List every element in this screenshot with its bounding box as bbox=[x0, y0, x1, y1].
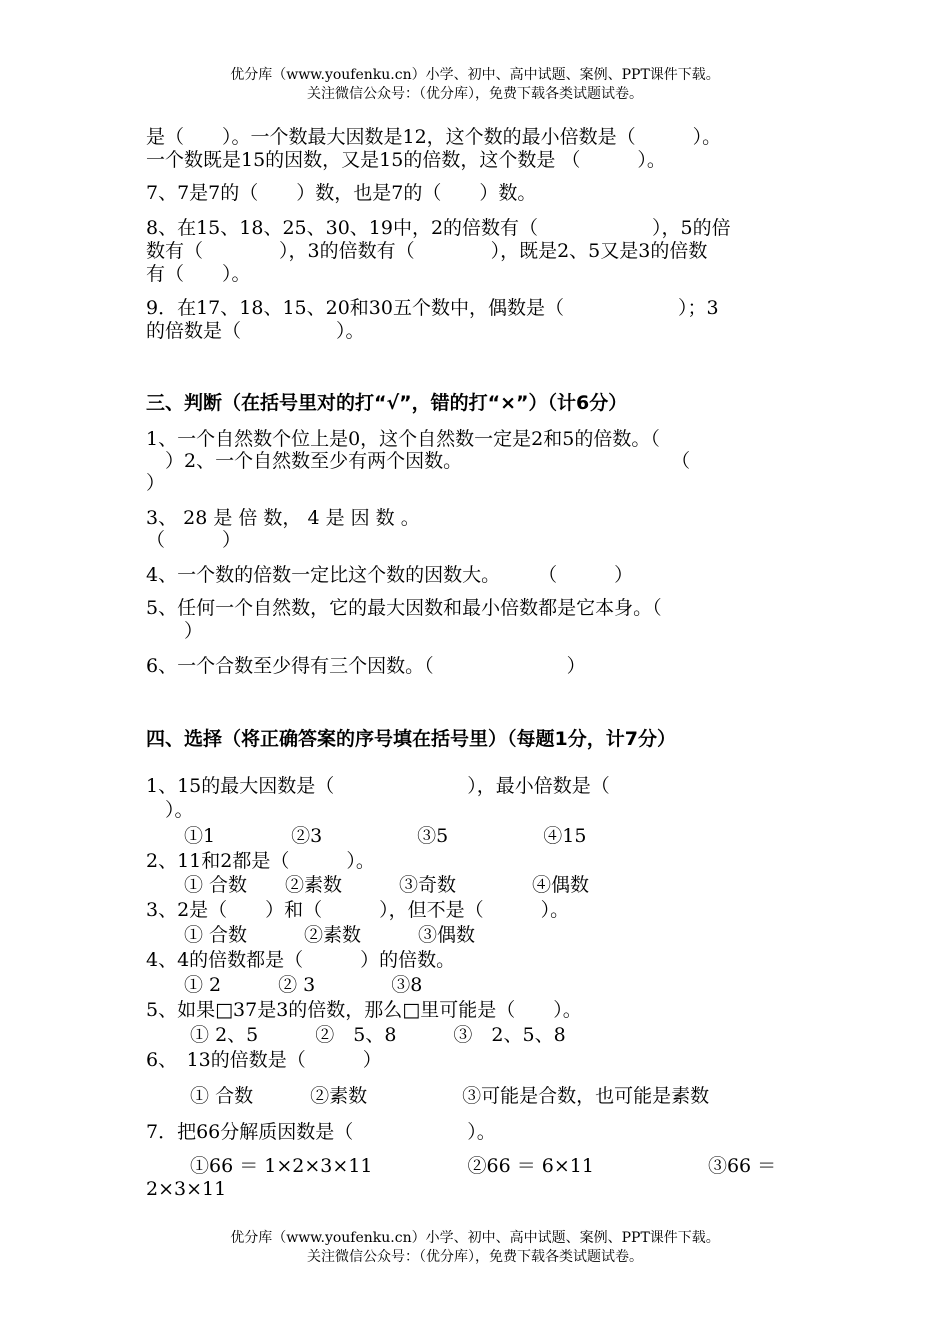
choice-line: ①1 ②3 ③5 ④15 bbox=[146, 825, 587, 847]
choice-line: 2、11和2都是（ ）。 bbox=[146, 850, 375, 872]
choice-line: 4、4的倍数都是（ ）的倍数。 bbox=[146, 949, 456, 971]
fill-line: 有（ ）。 bbox=[146, 263, 251, 285]
fill-line: 数有（ ），3的倍数有（ ），既是2、5又是3的倍数 bbox=[146, 240, 708, 262]
judge-line: ）2、一个自然数至少有两个因数。 （ bbox=[146, 450, 691, 472]
fill-line: 7、7是7的（ ）数，也是7的（ ）数。 bbox=[146, 182, 537, 204]
fill-line: 是（ ）。一个数最大因数是12，这个数的最小倍数是（ ）。 bbox=[146, 126, 722, 148]
choice-line: ① 2 ② 3 ③8 bbox=[146, 974, 423, 996]
choice-line: 1、15的最大因数是（ ），最小倍数是（ bbox=[146, 775, 610, 797]
judge-line: 5、任何一个自然数，它的最大因数和最小倍数都是它本身。（ bbox=[146, 597, 662, 619]
judge-line: （ ） bbox=[146, 529, 242, 551]
choice-line: 2×3×11 bbox=[146, 1178, 227, 1200]
choice-line: ① 合数 ②素数 ③奇数 ④偶数 bbox=[146, 874, 590, 896]
judge-line: ） bbox=[146, 472, 166, 494]
section-3-title: 三、判断（在括号里对的打“√”，错的打“×”）（计6分） bbox=[146, 392, 628, 414]
choice-line: ① 2、5 ② 5、8 ③ 2、5、8 bbox=[146, 1024, 566, 1046]
choice-line: ① 合数 ②素数 ③可能是合数，也可能是素数 bbox=[146, 1085, 710, 1107]
section-4-title: 四、选择（将正确答案的序号填在括号里）（每题1分，计7分） bbox=[146, 728, 676, 750]
fill-line: 9．在17、18、15、20和30五个数中，偶数是（ ）；3 bbox=[146, 297, 719, 319]
choice-line: 6、 13的倍数是（ ） bbox=[146, 1049, 382, 1071]
choice-line: ）。 bbox=[146, 799, 194, 821]
judge-line: 6、一个合数至少得有三个因数。（ ） bbox=[146, 655, 586, 677]
judge-line: ） bbox=[146, 620, 204, 642]
judge-line: 4、一个数的倍数一定比这个数的因数大。 （ ） bbox=[146, 564, 634, 586]
choice-line: 3、2是（ ）和（ ），但不是（ ）。 bbox=[146, 899, 570, 921]
fill-line: 的倍数是（ ）。 bbox=[146, 320, 365, 342]
choice-line: ① 合数 ②素数 ③偶数 bbox=[146, 924, 476, 946]
judge-line: 1、一个自然数个位上是0，这个自然数一定是2和5的倍数。（ bbox=[146, 428, 660, 450]
footer-line-1: 优分库（www.youfenku.cn）小学、初中、高中试题、案例、PPT课件下载。 bbox=[230, 1230, 720, 1246]
choice-line: 7．把66分解质因数是（ ）。 bbox=[146, 1121, 496, 1143]
choice-line: ①66 ＝ 1×2×3×11 ②66 ＝ 6×11 ③66 ＝ bbox=[146, 1155, 777, 1177]
footer-line-2: 关注微信公众号：（优分库），免费下载各类试题试卷。 bbox=[307, 1249, 643, 1265]
fill-line: 8、在15、18、25、30、19中，2的倍数有（ ），5的倍 bbox=[146, 217, 731, 239]
judge-line: 3、 28 是 倍 数， 4 是 因 数 。 bbox=[146, 507, 420, 529]
fill-line: 一个数既是15的因数，又是15的倍数，这个数是 （ ）。 bbox=[146, 149, 666, 171]
header-line-1: 优分库（www.youfenku.cn）小学、初中、高中试题、案例、PPT课件下载。 bbox=[230, 67, 720, 83]
choice-line: 5、如果□37是3的倍数，那么□里可能是（ ）。 bbox=[146, 999, 582, 1021]
header-line-2: 关注微信公众号：（优分库），免费下载各类试题试卷。 bbox=[307, 86, 643, 102]
